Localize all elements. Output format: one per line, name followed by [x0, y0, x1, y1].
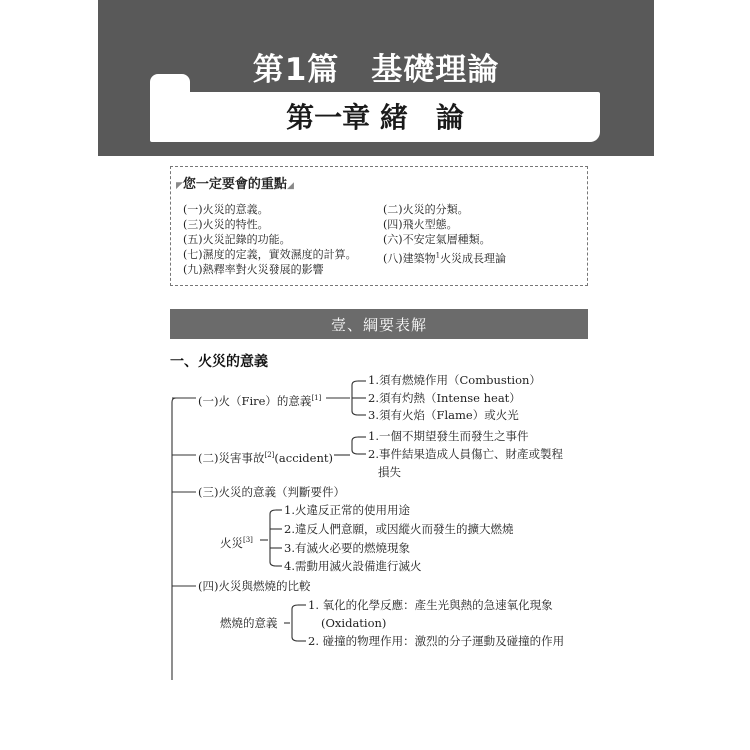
- outline-sub-item: 2.違反人們意願，或因縱火而發生的擴大燃燒: [284, 522, 514, 536]
- triangle-left-icon: ◤: [176, 181, 183, 191]
- key-point-text: (八)建築物$^1$火災成長理論: [383, 251, 507, 265]
- outline-sub-label: [220, 533, 253, 551]
- key-point: (六)不安定氣層種類。: [383, 233, 491, 246]
- key-point: (五)火災記錄的功能。: [183, 233, 291, 246]
- footnote-ref: [1]: [311, 394, 322, 402]
- section-title: 壹、綱要表解: [330, 316, 427, 334]
- outline-sub-item: 3.須有火焰（Flame）或火光: [368, 408, 519, 422]
- key-point: (二)火災的分類。: [383, 203, 469, 216]
- outline-sub-label: 燃燒的意義: [220, 616, 278, 630]
- outline-sub-item: 1. 氧化的化學反應：產生光與熱的急速氧化現象: [308, 598, 553, 612]
- outline-item-label-tail: (accident): [274, 450, 333, 465]
- outline-sub-item: 2.事件結果造成人員傷亡、財產或製程: [368, 447, 563, 461]
- key-point: (七)濕度的定義，實效濕度的計算。: [183, 248, 357, 261]
- item4-bracket: [292, 605, 298, 641]
- footnote-ref: [3]: [243, 536, 253, 544]
- outline-sub-item: 4.需動用滅火設備進行滅火: [284, 559, 422, 573]
- key-point: (一)火災的意義。: [183, 203, 269, 216]
- outline-item-2: [198, 448, 333, 466]
- footnote-ref: 1: [435, 251, 441, 259]
- key-points-title-text: 您一定要會的重點: [182, 177, 287, 192]
- outline-sub-item: 1.火違反正常的使用用途: [284, 503, 410, 517]
- key-point: (四)飛火型態。: [383, 218, 458, 231]
- outline-item-label: (二)災害事故: [198, 450, 265, 465]
- main-spine-line: [172, 398, 176, 680]
- chapter-title: 第一章 緒 論: [286, 101, 464, 134]
- outline-sub-item: 2.須有灼熱（Intense heat）: [368, 391, 521, 405]
- outline-sub-item: 1.須有燃燒作用（Combustion）: [368, 373, 541, 387]
- key-point: (九)熱釋率對火災發展的影響: [183, 263, 324, 276]
- outline-item-label: (一)火（Fire）的意義: [198, 393, 312, 408]
- outline-sub-item: 2. 碰撞的物理作用：激烈的分子運動及碰撞的作用: [308, 634, 565, 648]
- item2-bracket: [352, 437, 358, 454]
- outline-sub-label-text: 火災: [220, 535, 243, 550]
- outline-item-3: (三)火災的意義（判斷要件）: [198, 485, 345, 499]
- outline-item-4: (四)火災與燃燒的比較: [198, 579, 311, 593]
- outline-sub-item: 1.一個不期望發生而發生之事件: [368, 429, 529, 443]
- outline-heading: 一、火災的意義: [170, 354, 268, 370]
- key-point: (三)火災的特性。: [183, 218, 269, 231]
- item3-bracket: [270, 510, 276, 566]
- outline-sub-item: (Oxidation): [321, 616, 387, 630]
- outline-sub-item: 3.有滅火必要的燃燒現象: [284, 541, 410, 555]
- triangle-right-icon: ◢: [286, 181, 294, 191]
- part-title: 第1篇 基礎理論: [252, 52, 500, 88]
- footnote-ref: [2]: [264, 451, 275, 459]
- outline-sub-item: 損失: [378, 465, 401, 479]
- outline-item-1: [198, 391, 321, 409]
